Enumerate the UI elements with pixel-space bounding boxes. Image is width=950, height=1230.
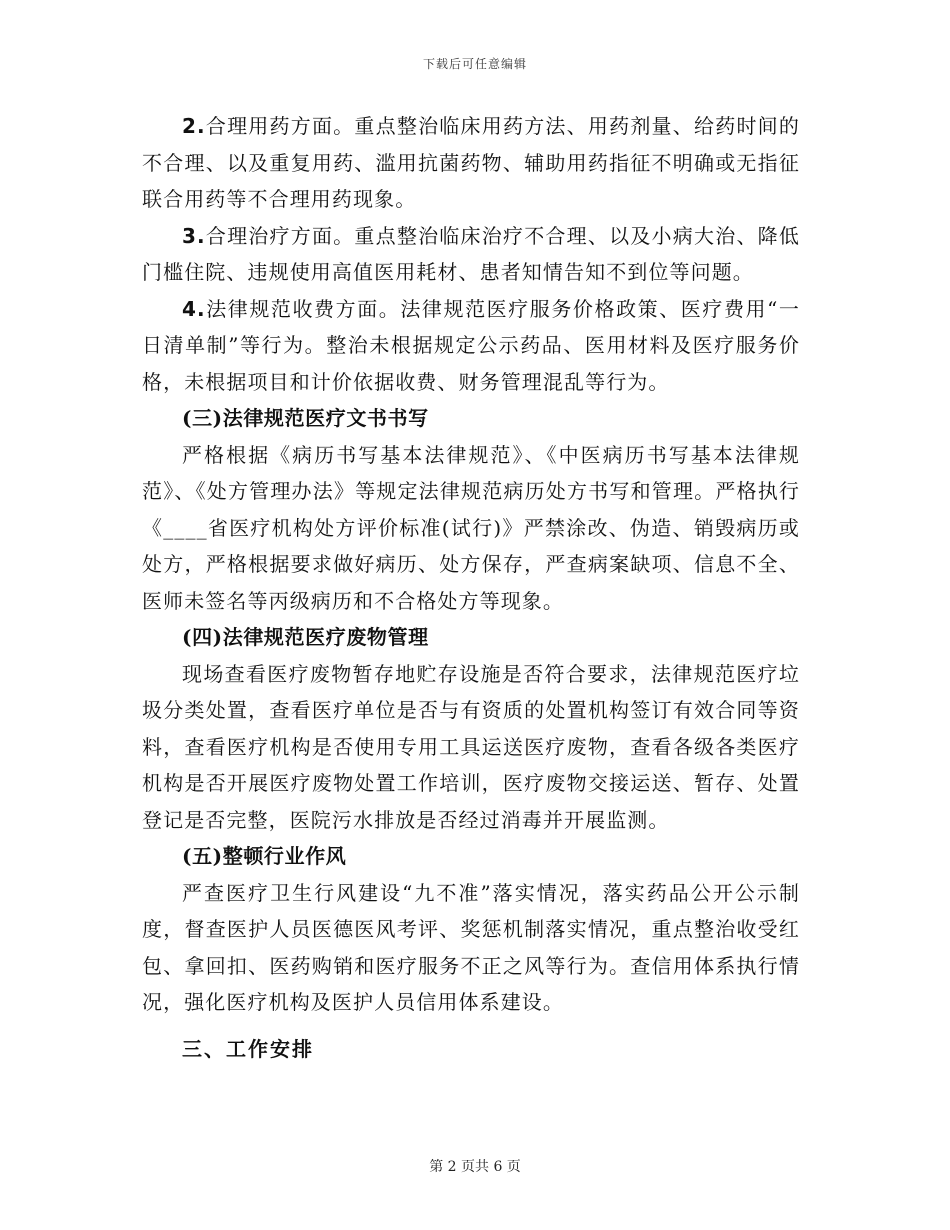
section-heading-4: (四)法律规范医疗废物管理: [182, 625, 429, 649]
section-heading-5: (五)整顿行业作风: [182, 844, 347, 868]
page-header: 下载后可任意编辑: [422, 57, 527, 71]
section-heading-3: (三)法律规范医疗文书书写: [182, 406, 429, 430]
major-heading: 三、工作安排: [182, 1036, 314, 1061]
item-text: 合理治疗方面。重点整治临床治疗不合理、以及小病大治、降低门槛住院、违规使用高值医用耗材、患者知情告知不到位等问题。: [142, 223, 800, 284]
item-number: 4.: [182, 296, 206, 321]
section-paragraph-3: 严格根据《病历书写基本法律规范》、《中医病历书写基本法律规范》、《处方管理办法》等规定法律规范病历处方书写和管理。严格执行《____省医疗机构处方评价标准(试行)》严禁涂改、伪造、销毁病历或处方，严格根据要求做好病历、处方保存，严查病案缺项、信息不全、医师未签名等丙级病历和不合格处方等现象。: [142, 442, 800, 613]
item-paragraph-4: [142, 291, 800, 401]
item-paragraph-2: [142, 108, 800, 218]
section-paragraph-4: 现场查看医疗废物暂存地贮存设施是否符合要求，法律规范医疗垃圾分类处置，查看医疗单位是否与有资质的处置机构签订有效合同等资料，查看医疗机构是否使用专用工具运送医疗废物，查看各级各类医疗机构是否开展医疗废物处置工作培训，医疗废物交接运送、暂存、处置登记是否完整，医院污水排放是否经过消毒并开展监测。: [142, 661, 800, 832]
item-number: 3.: [182, 223, 206, 248]
document-body: [142, 108, 800, 1067]
page-footer: 第 2 页共 6 页: [429, 1159, 521, 1175]
section-paragraph-5: 严查医疗卫生行风建设“九不准”落实情况，落实药品公开公示制度，督查医护人员医德医风考评、奖惩机制落实情况，重点整治收受红包、拿回扣、医药购销和医疗服务不正之风等行为。查信用体系执行情况，强化医疗机构及医护人员信用体系建设。: [142, 880, 800, 1014]
item-text: 合理用药方面。重点整治临床用药方法、用药剂量、给药时间的不合理、以及重复用药、滥用抗菌药物、辅助用药指征不明确或无指征联合用药等不合理用药现象。: [142, 114, 800, 211]
item-number: 2.: [182, 114, 206, 138]
item-paragraph-3: [142, 218, 800, 291]
item-text: 法律规范收费方面。法律规范医疗服务价格政策、医疗费用“一日清单制”等行为。整治未根据规定公示药品、医用材料及医疗服务价格，未根据项目和计价依据收费、财务管理混乱等行为。: [142, 296, 800, 394]
